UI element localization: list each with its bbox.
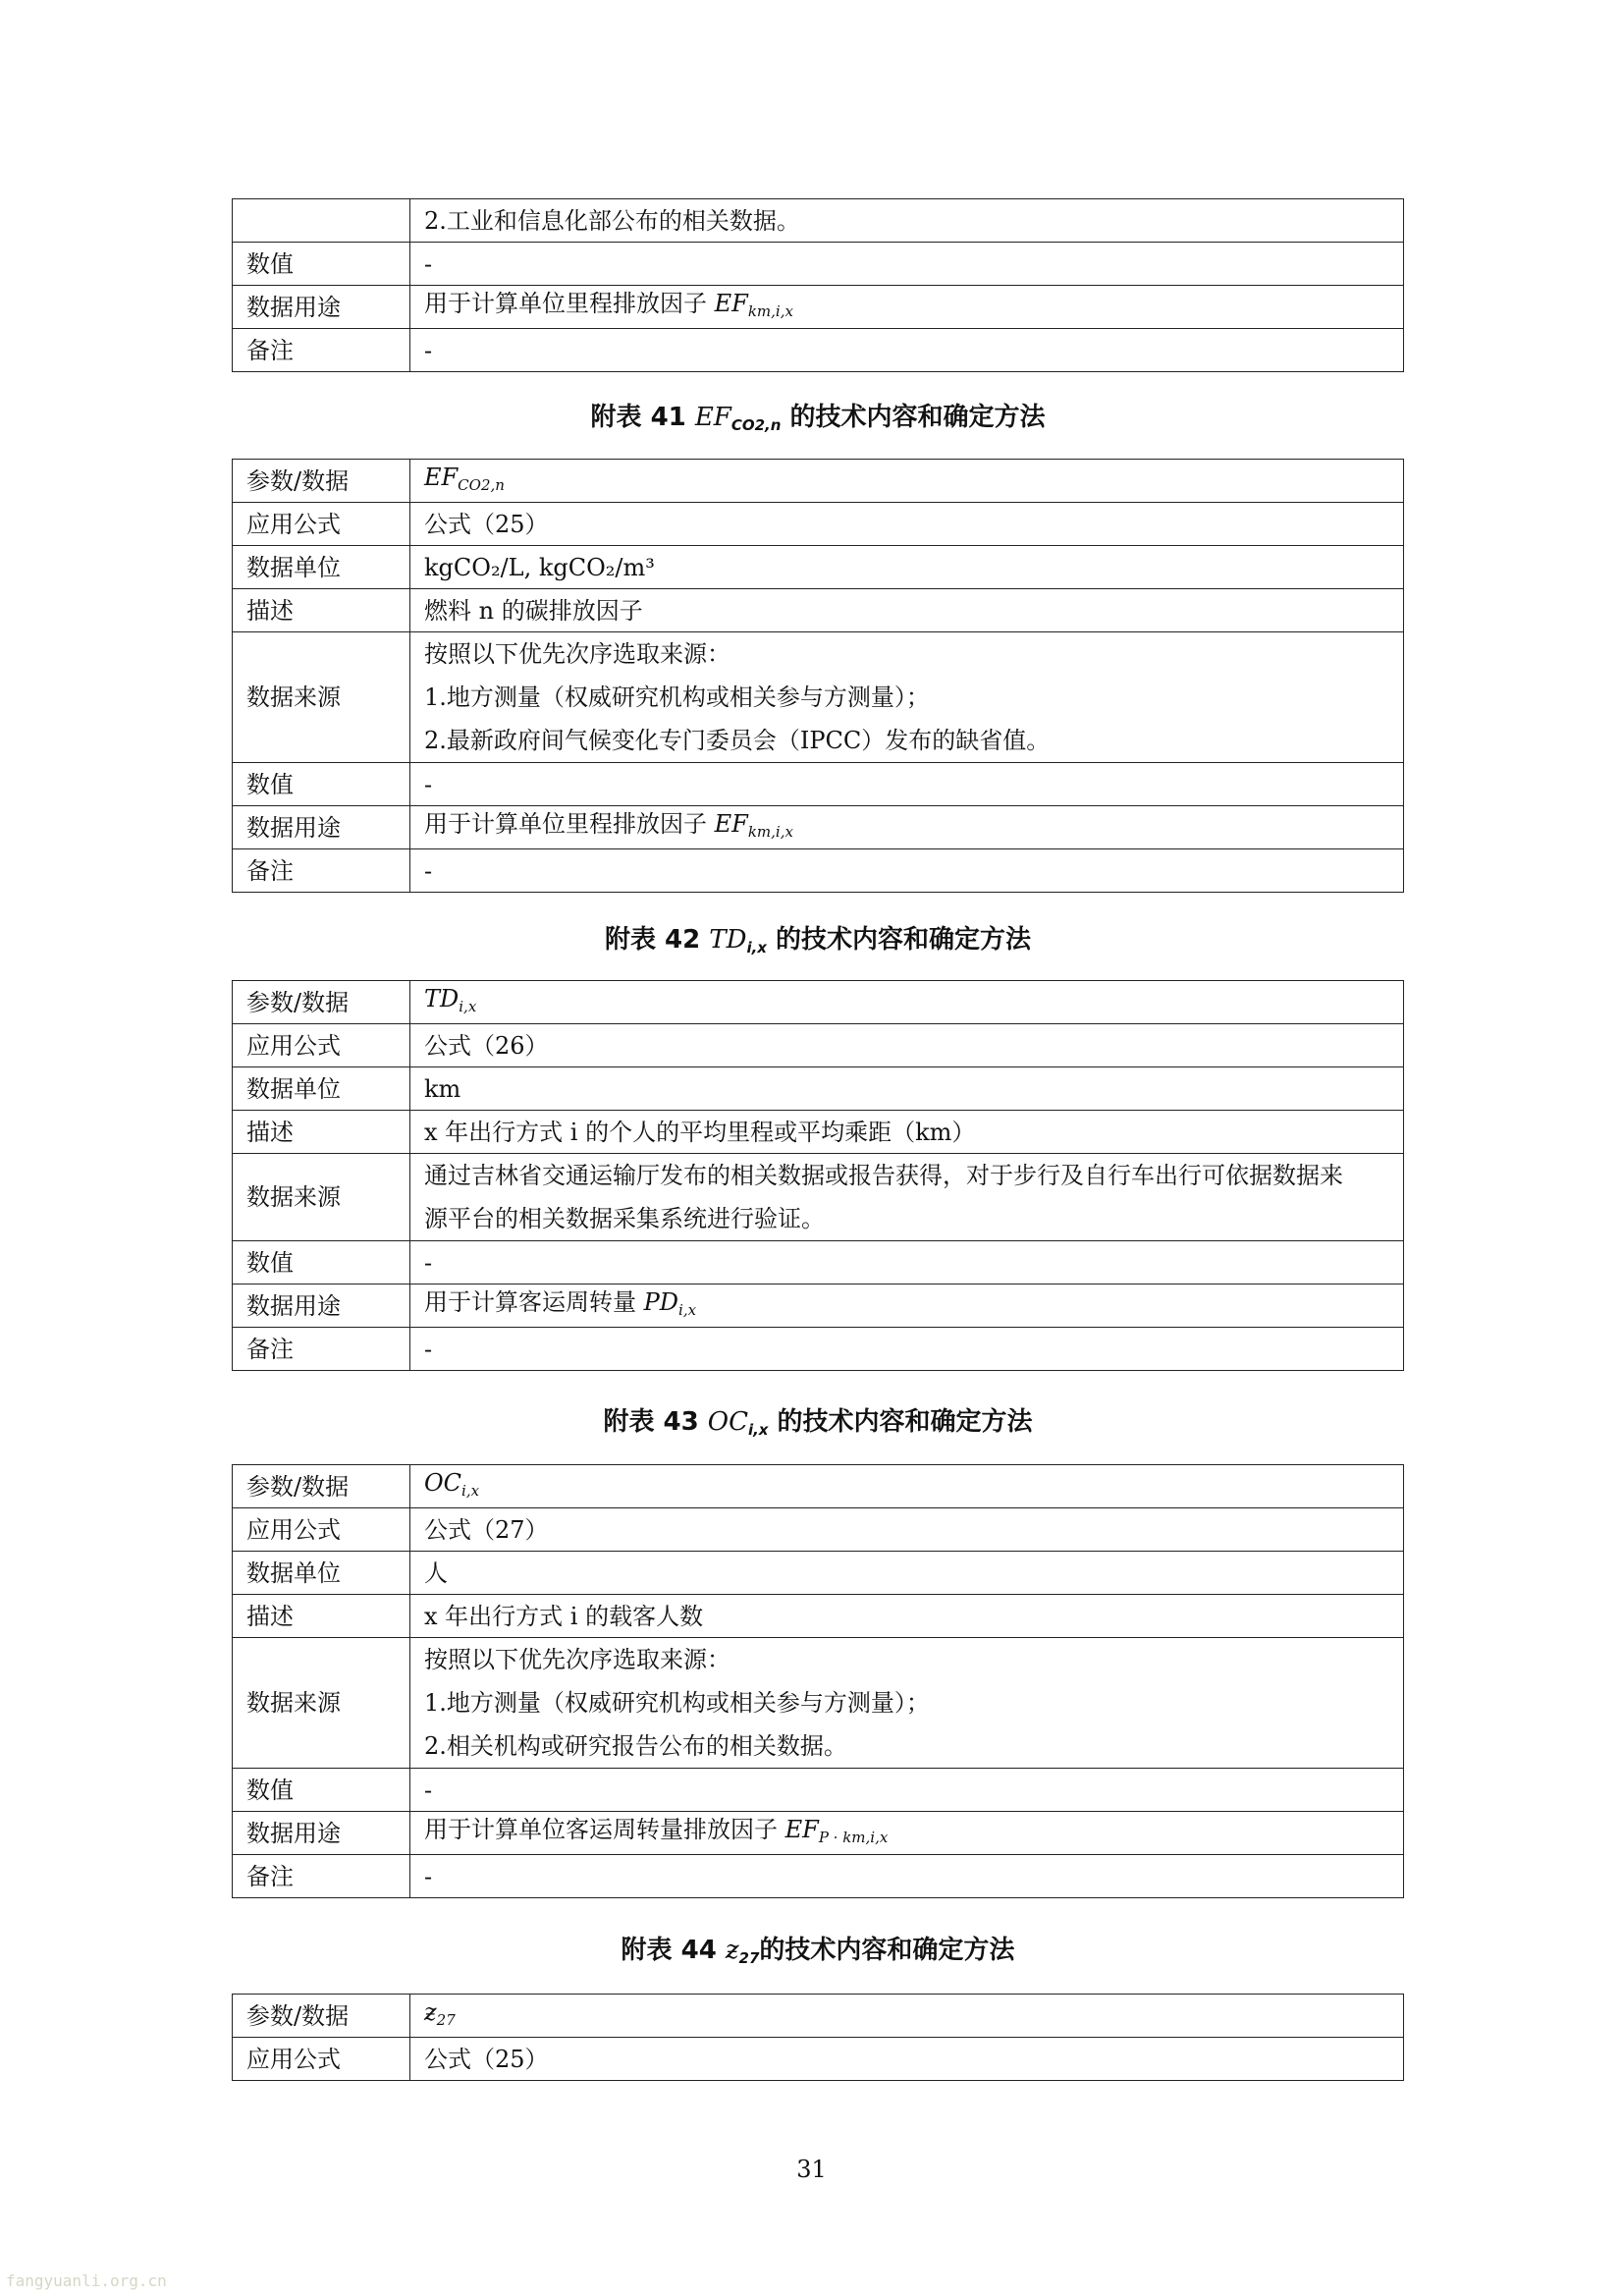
row-label: 数据用途 [233, 1285, 410, 1328]
table-42 [232, 980, 1404, 1371]
table-row [233, 1638, 1404, 1769]
symbol-subscript: i,x [459, 997, 477, 1015]
row-label: 数值 [233, 763, 410, 806]
continued-table [232, 198, 1404, 372]
row-label: 参数/数据 [233, 460, 410, 503]
table-row [233, 1111, 1404, 1154]
table-row [233, 1769, 1404, 1812]
table-row [233, 1855, 1404, 1898]
row-value [410, 849, 1404, 893]
table-row [233, 286, 1404, 329]
table-row [233, 1465, 1404, 1508]
table-row [233, 199, 1404, 243]
symbol: EF [784, 1815, 819, 1843]
symbol: TD [424, 984, 460, 1012]
row-value [410, 2038, 1404, 2081]
row-value [410, 806, 1404, 849]
row-value [410, 1812, 1404, 1855]
row-label: 数值 [233, 1241, 410, 1285]
row-value [410, 1552, 1404, 1595]
row-label: 数据单位 [233, 1552, 410, 1595]
table-row [233, 981, 1404, 1024]
value-line: 2.相关机构或研究报告公布的相关数据。 [424, 1732, 847, 1760]
row-value [410, 1024, 1404, 1067]
value-line: 通过吉林省交通运输厅发布的相关数据或报告获得，对于步行及自行车出行可依据数据来 [424, 1162, 1343, 1189]
row-label: 数值 [233, 243, 410, 286]
table-41 [232, 459, 1404, 893]
symbol: EF [424, 463, 459, 491]
caption-table-43: 附表 43 $OC_{i,x}$ 的技术内容和确定方法 [603, 1407, 1033, 1439]
symbol-subscript: i,x [461, 1481, 480, 1500]
row-label: 描述 [233, 589, 410, 632]
row-label: 应用公式 [233, 2038, 410, 2081]
row-value [410, 1638, 1404, 1769]
row-value [410, 199, 1404, 243]
row-label: 备注 [233, 849, 410, 893]
value-text: x 年出行方式 i 的个人的平均里程或平均乘距（km） [424, 1118, 976, 1146]
row-label: 描述 [233, 1595, 410, 1638]
table-row [233, 763, 1404, 806]
table-row [233, 632, 1404, 763]
symbol: ƶ [424, 1997, 437, 2026]
value-line: 1.地方测量（权威研究机构或相关参与方测量）； [424, 1689, 930, 1717]
row-value [410, 1508, 1404, 1552]
symbol: EF [714, 289, 748, 317]
row-label: 备注 [233, 1855, 410, 1898]
row-value [410, 1067, 1404, 1111]
table-row [233, 589, 1404, 632]
value-text: 公式（25） [424, 510, 549, 538]
value-text: - [424, 1248, 433, 1277]
row-label: 参数/数据 [233, 981, 410, 1024]
row-label: 数据来源 [233, 632, 410, 763]
symbol: PD [643, 1287, 679, 1316]
table-44 [232, 1994, 1404, 2081]
table-row [233, 546, 1404, 589]
symbol-subscript: CO2,n [458, 475, 505, 494]
value-text: - [424, 1776, 433, 1804]
value-text: - [424, 336, 433, 364]
table-row [233, 1154, 1404, 1241]
row-value [410, 329, 1404, 372]
row-label: 应用公式 [233, 1024, 410, 1067]
row-label: 备注 [233, 1328, 410, 1371]
row-value [410, 763, 1404, 806]
row-value [410, 503, 1404, 546]
row-label [233, 199, 410, 243]
value-text: 人 [424, 1558, 448, 1587]
row-label: 数据来源 [233, 1154, 410, 1241]
value-text: km [424, 1074, 461, 1103]
value-text: 用于计算单位里程排放因子 [424, 289, 715, 317]
value-line: 按照以下优先次序选取来源： [424, 640, 730, 668]
table-row [233, 1552, 1404, 1595]
watermark: fangyuanli.org.cn [6, 2271, 167, 2290]
symbol-subscript: i,x [678, 1300, 697, 1319]
value-text: 用于计算单位客运周转量排放因子 [424, 1815, 785, 1843]
table-row [233, 243, 1404, 286]
row-label: 备注 [233, 329, 410, 372]
caption-table-41: 附表 41 $EF_{CO2,n}$ 的技术内容和确定方法 [590, 403, 1046, 434]
table-row [233, 1241, 1404, 1285]
row-label: 应用公式 [233, 503, 410, 546]
row-value [410, 1154, 1404, 1241]
value-text: x 年出行方式 i 的载客人数 [424, 1602, 704, 1630]
row-value [410, 1111, 1404, 1154]
row-label: 描述 [233, 1111, 410, 1154]
table-row [233, 460, 1404, 503]
value-text: kgCO₂/L, kgCO₂/m³ [424, 553, 655, 581]
table-row [233, 329, 1404, 372]
value-text: 公式（26） [424, 1031, 549, 1060]
row-label: 数据用途 [233, 286, 410, 329]
table-row [233, 503, 1404, 546]
row-label: 应用公式 [233, 1508, 410, 1552]
table-row [233, 1285, 1404, 1328]
symbol-subscript: km,i,x [747, 822, 793, 841]
row-value [410, 1465, 1404, 1508]
value-text: - [424, 1862, 433, 1890]
table-row [233, 1595, 1404, 1638]
row-value [410, 1855, 1404, 1898]
table-row [233, 1067, 1404, 1111]
table-row [233, 806, 1404, 849]
value-text: - [424, 249, 433, 278]
row-value [410, 1995, 1404, 2038]
table-row [233, 1812, 1404, 1855]
row-value [410, 632, 1404, 763]
symbol-subscript: P · km,i,x [818, 1828, 889, 1846]
table-row [233, 1508, 1404, 1552]
row-value [410, 589, 1404, 632]
row-value [410, 460, 1404, 503]
row-label: 参数/数据 [233, 1465, 410, 1508]
value-text: 燃料 n 的碳排放因子 [424, 596, 643, 625]
symbol-subscript: km,i,x [747, 301, 793, 320]
row-label: 数据单位 [233, 546, 410, 589]
table-row [233, 2038, 1404, 2081]
row-label: 数据用途 [233, 806, 410, 849]
row-value [410, 1328, 1404, 1371]
value-text: 公式（27） [424, 1515, 549, 1544]
row-value [410, 1595, 1404, 1638]
value-text: 公式（25） [424, 2045, 549, 2073]
row-label: 数据用途 [233, 1812, 410, 1855]
row-value [410, 981, 1404, 1024]
value-line: 按照以下优先次序选取来源： [424, 1646, 730, 1673]
value-line: 2.最新政府间气候变化专门委员会（IPCC）发布的缺省值。 [424, 727, 1051, 754]
table-row [233, 1328, 1404, 1371]
table-row [233, 1024, 1404, 1067]
row-label: 数据单位 [233, 1067, 410, 1111]
value-text: 用于计算单位里程排放因子 [424, 809, 715, 838]
symbol-subscript: 27 [436, 2010, 456, 2029]
table-43 [232, 1464, 1404, 1898]
table-row [233, 1995, 1404, 2038]
row-value [410, 1285, 1404, 1328]
row-value [410, 243, 1404, 286]
row-label: 参数/数据 [233, 1995, 410, 2038]
value-text: - [424, 856, 433, 885]
row-label: 数据来源 [233, 1638, 410, 1769]
value-line: 1.地方测量（权威研究机构或相关参与方测量）； [424, 683, 930, 711]
row-label: 数值 [233, 1769, 410, 1812]
table-row [233, 849, 1404, 893]
value-text: - [424, 1335, 433, 1363]
row-value [410, 1769, 1404, 1812]
row-value [410, 286, 1404, 329]
row-value [410, 546, 1404, 589]
symbol: EF [714, 809, 748, 838]
value-text: - [424, 770, 433, 798]
value-line: 源平台的相关数据采集系统进行验证。 [424, 1205, 825, 1232]
caption-table-44: 附表 44 $ƶ_{27}$的技术内容和确定方法 [621, 1936, 1015, 1967]
row-value [410, 1241, 1404, 1285]
value-text: 用于计算客运周转量 [424, 1287, 644, 1316]
page-number: 31 [796, 2156, 827, 2183]
symbol: OC [424, 1468, 462, 1497]
value-text: 2.工业和信息化部公布的相关数据。 [424, 206, 800, 235]
caption-table-42: 附表 42 $TD_{i,x}$ 的技术内容和确定方法 [604, 925, 1032, 957]
